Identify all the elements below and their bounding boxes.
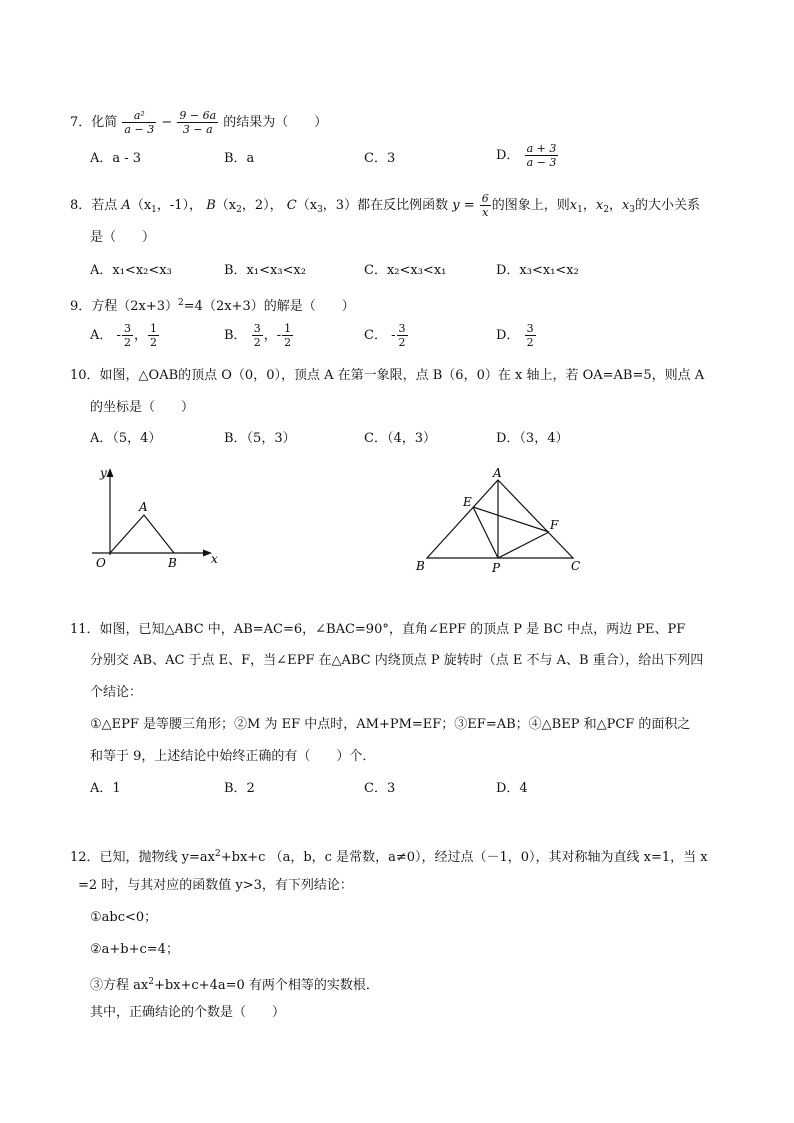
q11-option-a: A．1 <box>90 781 121 796</box>
q12-conclusion-2: ②a+b+c=4； <box>90 942 179 957</box>
q8-option-c: C．x₂<x₃<x₁ <box>364 263 447 278</box>
q10-line-2: 的坐标是（ ） <box>90 400 195 415</box>
q8-fraction: $\frac{6}{x}$ <box>481 192 489 219</box>
q12-line-2: =2 时，与其对应的函数值 y>3，有下列结论： <box>78 878 353 893</box>
q11-option-c: C．3 <box>364 781 396 796</box>
question-10: 10．如图，△OAB的顶点 O（0，0），顶点 A 在第一象限，点 B（6，0）在 x 轴上，若 OA=AB=5，则点 A <box>70 368 705 383</box>
q11-option-b: B．2 <box>224 781 255 796</box>
segment-ef <box>473 507 549 532</box>
q9-option-b: B． $\frac{3}{2}$ ，- $\frac{1}{2}$ <box>224 322 292 349</box>
label-a: A <box>139 500 148 514</box>
q7-fraction-1: $\frac{\text{a²}}{a - 3}$ <box>124 109 155 136</box>
q8-option-d: D．x₃<x₁<x₂ <box>496 263 579 278</box>
q7-option-d: D． $\frac{a + 3}{a - 3}$ <box>496 142 557 169</box>
label-a: A <box>493 466 502 480</box>
q11-line-3: 个结论： <box>90 685 143 700</box>
q11-line-4: ①△EPF 是等腰三角形；②M 为 EF 中点时，AM+PM=EF；③EF=AB；④△BEP 和△PCF 的面积之 <box>90 717 691 732</box>
q12-conclusion-1: ①abc<0； <box>90 910 158 925</box>
segment-pe <box>473 507 498 558</box>
q9-option-d: D． $\frac{3}{2}$ <box>496 322 534 349</box>
q10-option-d: D．（3，4） <box>496 431 569 446</box>
question-8: 8．若点 $A(x_1$，-1）， $B(x_2$，2）， $C(x_3$，3）都在反比例函数 y = $\frac{6}{x}$ 的图象上，则$x_1$，$x_2$，$x_3$的大小关系 <box>70 192 701 219</box>
q7-option-b: B．a <box>224 151 255 166</box>
q7-minus: − <box>161 115 173 130</box>
q8-option-b: B．x₁<x₃<x₂ <box>224 263 306 278</box>
q7-option-c: C．3 <box>364 151 396 166</box>
question-11: 11．如图，已知△ABC 中，AB=AC=6，∠BAC=90°，直角∠EPF 的顶点 P 是 BC 中点，两边 PE、PF <box>70 622 686 637</box>
q10-coordinate-figure <box>88 460 228 575</box>
q12-conclusion-3: ③方程 $ax^2+bx+c+4a=0$ 有两个相等的实数根． <box>90 977 379 993</box>
label-f: F <box>550 518 559 532</box>
q8-line-2: 是（ ） <box>90 230 156 245</box>
question-9: 9．方程$(2x+3)^2=4(2x+3)$的解是（ ） <box>70 298 355 314</box>
y-axis-arrow-icon <box>107 468 114 477</box>
q10-option-b: B．（5，3） <box>224 431 296 446</box>
triangle-oab <box>110 515 174 553</box>
label-b: B <box>416 559 425 573</box>
question-7 <box>70 109 327 136</box>
label-c: C <box>571 559 581 573</box>
q11-line-5: 和等于 9，上述结论中始终正确的有（ ）个． <box>90 749 376 764</box>
label-y: y <box>100 466 107 480</box>
q8-option-a: A．x₁<x₂<x₃ <box>90 263 172 278</box>
label-e: E <box>463 495 472 509</box>
q7-fraction-2: $\frac{9 - 6a}{3 - a}$ <box>179 109 217 136</box>
label-b: B <box>168 556 177 570</box>
q9-option-c: C． - $\frac{3}{2}$ <box>364 322 406 349</box>
q7-option-a: A．a - 3 <box>90 151 142 166</box>
label-p: P <box>492 561 501 575</box>
q11-triangle-figure <box>410 462 590 577</box>
q12-line-6: 其中，正确结论的个数是（ ） <box>90 1005 286 1020</box>
question-12: 12．已知，抛物线 $y=ax^2+bx+c$ （a，b，c 是常数，a≠0），经过点（－1，0），其对称轴为直线 x=1，当 x <box>70 849 708 865</box>
segment-pf <box>498 532 549 558</box>
q10-option-c: C．（4，3） <box>364 431 436 446</box>
q9-option-a: A． - $\frac{3}{2}$ ， $\frac{1}{2}$ <box>90 322 157 349</box>
label-x: x <box>211 552 218 566</box>
q7-number: 7．化简 <box>70 115 118 130</box>
q7-option-d-fraction: $\frac{a + 3}{a - 3}$ <box>526 142 557 169</box>
q7-tail: 的结果为（ ） <box>223 115 328 130</box>
q11-line-2: 分别交 AB、AC 于点 E、F，当∠EPF 在△ABC 内绕顶点 P 旋转时（点 E 不与 A、B 重合），给出下列四 <box>90 653 704 668</box>
label-o: O <box>96 556 106 570</box>
q11-option-d: D．4 <box>496 781 528 796</box>
q10-option-a: A．（5，4） <box>90 431 162 446</box>
